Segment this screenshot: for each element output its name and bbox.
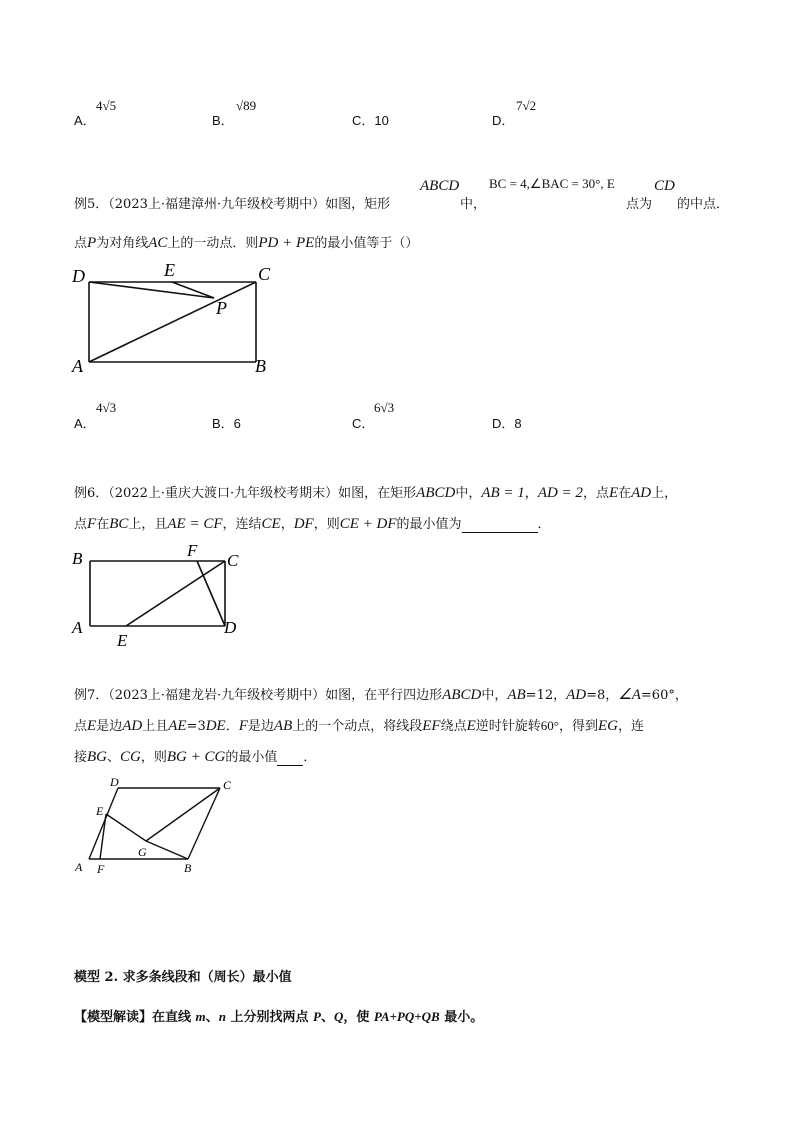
- text: 的最小值等于（）: [314, 236, 419, 251]
- math-abcd: ABCD: [420, 178, 460, 194]
- text: 的最小值: [225, 750, 278, 765]
- ex5-option-d: [492, 413, 522, 432]
- text: ，点: [582, 486, 609, 501]
- math: ABCD: [416, 485, 456, 501]
- answer-blank: [462, 517, 538, 533]
- text: ．: [537, 517, 551, 532]
- label-d: D: [72, 266, 85, 286]
- text: 上的一个动点，将线段: [292, 719, 423, 734]
- text: 中，: [481, 688, 508, 703]
- option-letter: A．: [74, 113, 96, 128]
- math: AD: [631, 485, 652, 501]
- ex5-option-c-value: 6√3: [374, 400, 395, 415]
- text: ，连结: [222, 517, 262, 532]
- math: PD + PE: [258, 235, 315, 251]
- math: CE: [261, 516, 281, 532]
- math: n: [218, 1009, 226, 1024]
- ex5-option-a: A．: [74, 416, 96, 431]
- text: ，则: [313, 517, 340, 532]
- math: BG + CG: [166, 749, 226, 765]
- math: AB: [273, 718, 293, 734]
- text: ，得到: [559, 719, 599, 734]
- text: =12，: [525, 688, 567, 703]
- text: 、: [107, 750, 121, 765]
- text: 为对角线: [96, 236, 149, 251]
- example-source: （2023上·福建龙岩·九年级校考期中）: [108, 688, 326, 703]
- math: F: [238, 718, 248, 734]
- math: E: [466, 718, 476, 734]
- option-letter: B．: [212, 416, 234, 431]
- text: 点: [74, 719, 88, 734]
- model2-reading: [74, 1006, 483, 1025]
- ex5-line1-left: [74, 193, 390, 212]
- text: 如图，矩形: [325, 197, 391, 212]
- label-a: A: [75, 860, 83, 874]
- label-g: G: [138, 845, 147, 859]
- text: 、: [205, 1010, 219, 1025]
- text: 点为: [626, 197, 653, 212]
- text: 最小。: [439, 1010, 484, 1025]
- label-b: B: [184, 861, 192, 875]
- math: ABCD: [442, 687, 482, 703]
- math: E: [87, 718, 97, 734]
- option-d: D．: [492, 113, 515, 128]
- text: 中，: [455, 486, 482, 501]
- math: ∠A: [618, 687, 641, 703]
- ex5-figure: [60, 258, 290, 383]
- math: AD: [122, 718, 143, 734]
- text: ，: [524, 486, 538, 501]
- text: 中，: [460, 197, 487, 212]
- math: DE: [205, 718, 226, 734]
- math: AC: [148, 235, 168, 251]
- option-letter: D．: [492, 416, 515, 431]
- text: 上分别找两点: [225, 1010, 313, 1025]
- math: AE = CF: [167, 516, 223, 532]
- math: P: [87, 235, 97, 251]
- text: =60°，: [640, 688, 688, 703]
- math: DF: [293, 516, 314, 532]
- ex7-line1: [74, 684, 688, 704]
- ex5-option-b: [212, 413, 241, 432]
- label-f: F: [97, 862, 105, 876]
- text: 接: [74, 750, 88, 765]
- option-letter: C．: [352, 113, 375, 128]
- example-source: （2023上·福建漳州·九年级校考期中）: [108, 197, 326, 212]
- text: =3: [186, 719, 206, 734]
- math: PA+PQ+QB: [373, 1009, 440, 1024]
- text: 在: [618, 486, 632, 501]
- text: ，则: [140, 750, 167, 765]
- text: 在直线: [152, 1010, 196, 1025]
- option-d-value: 7√2: [516, 98, 537, 113]
- ex5-option-a-value: 4√3: [96, 400, 117, 415]
- label-e: E: [96, 804, 104, 818]
- text: 上，且: [128, 517, 168, 532]
- text: 点: [74, 517, 88, 532]
- math: EG: [598, 718, 619, 734]
- ex6-line1: [74, 482, 677, 502]
- label-f: F: [187, 541, 198, 560]
- math: Q: [333, 1009, 344, 1024]
- math: 60°: [540, 718, 559, 733]
- answer-blank: [277, 750, 303, 766]
- label-b: B: [72, 549, 83, 568]
- model2-title: 模型 2. 求多条线段和（周长）最小值: [74, 970, 292, 985]
- text: 绕点: [440, 719, 467, 734]
- label-e: E: [164, 260, 175, 280]
- text: =8，: [586, 688, 619, 703]
- text: 上且: [142, 719, 169, 734]
- text: ，使: [343, 1010, 374, 1025]
- label-c: C: [227, 551, 239, 570]
- ex6-figure: [62, 538, 252, 650]
- ex7-line3: [74, 746, 316, 766]
- option-b: B．: [212, 113, 234, 128]
- math: BG: [87, 749, 108, 765]
- label-e: E: [117, 631, 128, 650]
- math-condition: BC = 4,∠BAC = 30°, E: [489, 176, 615, 191]
- option-value: 6: [233, 416, 241, 431]
- example-label: 例5．: [74, 197, 109, 212]
- text: 是边: [96, 719, 123, 734]
- math: AE: [168, 718, 187, 734]
- label-a: A: [72, 356, 83, 376]
- ex7-figure: [70, 772, 240, 880]
- math-cd: CD: [654, 178, 675, 194]
- math: F: [87, 516, 97, 532]
- ex7-line2: [74, 715, 644, 735]
- text: 在: [96, 517, 110, 532]
- label-a: A: [72, 618, 83, 637]
- example-source: （2022上·重庆大渡口·九年级校考期末）: [108, 486, 339, 501]
- example-label: 例6．: [74, 486, 109, 501]
- math: AB = 1: [481, 485, 525, 501]
- math: AB: [507, 687, 526, 703]
- label-p: P: [216, 298, 227, 318]
- text: 逆时针旋转: [475, 719, 541, 734]
- text: ，: [280, 517, 294, 532]
- example-label: 例7．: [74, 688, 109, 703]
- math: AD = 2: [537, 485, 583, 501]
- ex6-line2: [74, 513, 551, 533]
- math: P: [312, 1009, 321, 1024]
- ex5-line2: [74, 232, 418, 252]
- label-b: B: [255, 356, 266, 376]
- option-value: 10: [374, 113, 389, 128]
- text: 如图，在矩形: [338, 486, 417, 501]
- text: 如图，在平行四边形: [325, 688, 443, 703]
- math: E: [608, 485, 619, 501]
- option-b-value: √89: [236, 98, 257, 113]
- option-c: [352, 110, 389, 129]
- ex5-option-c: C．: [352, 416, 375, 431]
- math: AD: [566, 687, 587, 703]
- text: ．: [225, 719, 239, 734]
- option-a: [74, 110, 96, 129]
- text: 上的一动点．则: [167, 236, 259, 251]
- text: 点: [74, 236, 88, 251]
- label-c: C: [223, 778, 232, 792]
- math: m: [195, 1009, 206, 1024]
- math: BC: [109, 516, 129, 532]
- math: CE + DF: [339, 516, 397, 532]
- text: 的中点．: [677, 197, 730, 212]
- text: 是边: [247, 719, 274, 734]
- model-tag: 【模型解读】: [74, 1010, 153, 1025]
- text: 、: [320, 1010, 334, 1025]
- math: CG: [120, 749, 141, 765]
- option-value: 8: [514, 416, 522, 431]
- math: EF: [422, 718, 441, 734]
- option-a-value: 4√5: [96, 98, 117, 113]
- text: ．: [303, 750, 317, 765]
- label-d: D: [224, 618, 237, 637]
- label-c: C: [258, 264, 271, 284]
- text: ，连: [618, 719, 645, 734]
- label-d: D: [110, 775, 119, 789]
- text: 的最小值为: [396, 517, 462, 532]
- text: 上，: [651, 486, 678, 501]
